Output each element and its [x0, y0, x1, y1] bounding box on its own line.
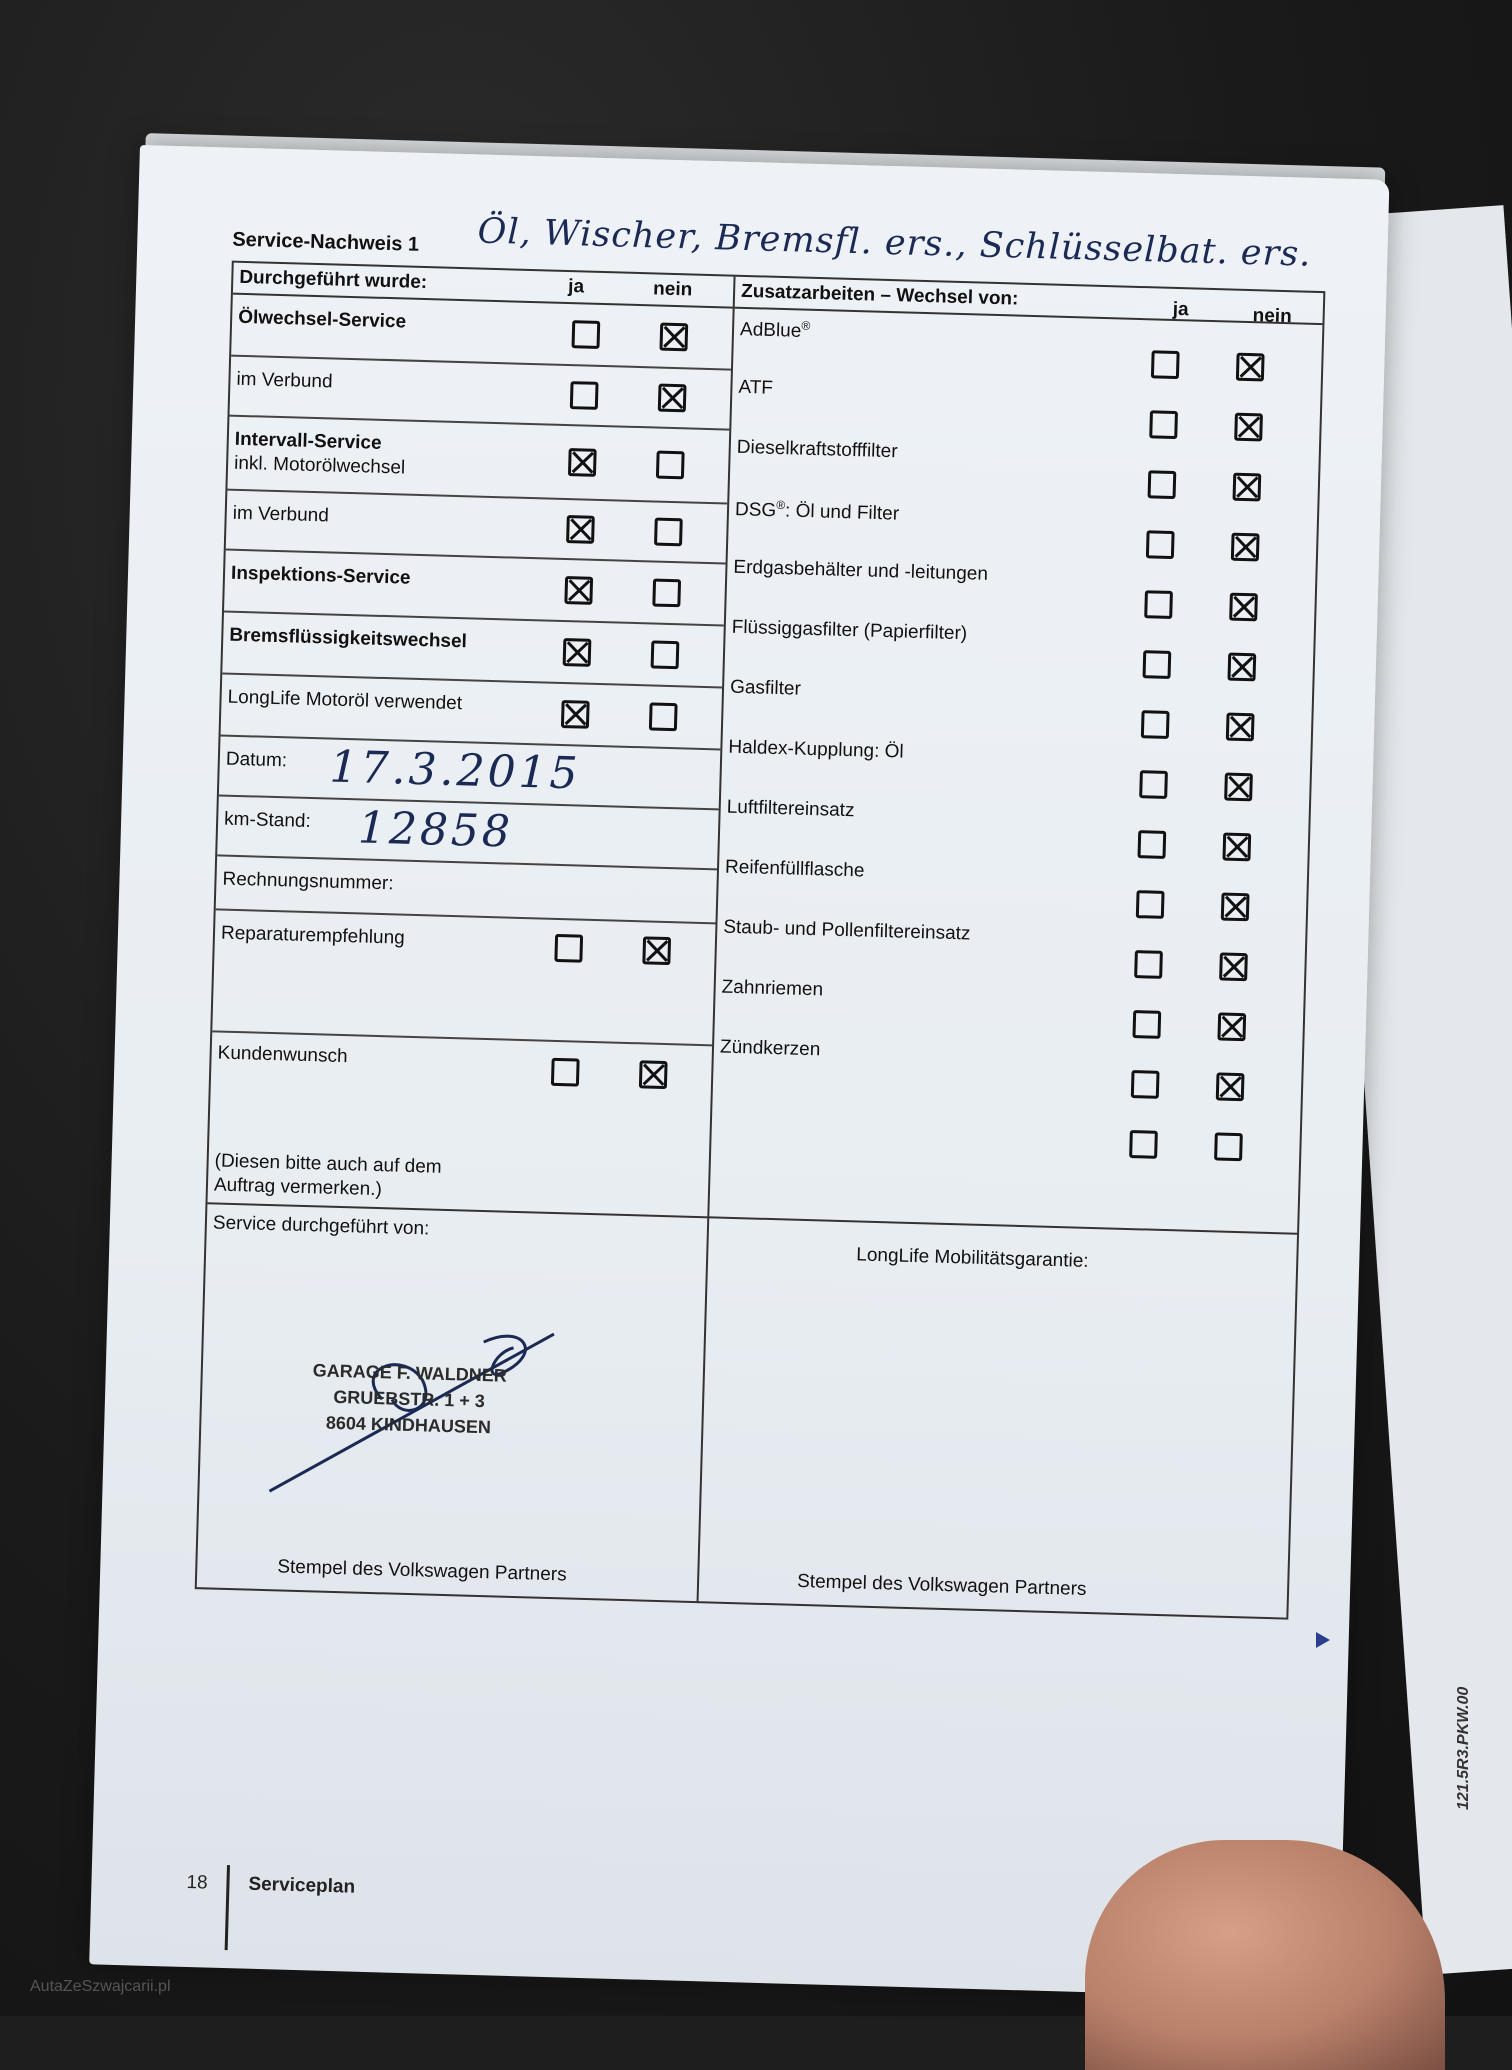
- mobility-label: LongLife Mobilitätsgarantie:: [855, 1244, 1089, 1272]
- zusatz-label-text: Zahnriemen: [721, 976, 824, 1001]
- left-column: [208, 263, 736, 1217]
- nein-checkbox[interactable]: [1229, 593, 1258, 622]
- right-header-label: Zusatzarbeiten – Wechsel von:: [740, 280, 1019, 310]
- nein-checkbox[interactable]: [1221, 892, 1250, 921]
- zusatz-label-text: Zündkerzen: [719, 1036, 821, 1061]
- kundenwunsch-label: Kundenwunsch: [217, 1042, 348, 1068]
- left-header-ja: ja: [567, 276, 585, 298]
- nein-checkbox[interactable]: [654, 518, 683, 547]
- zusatz-label-text: Luftfiltereinsatz: [726, 796, 855, 822]
- nein-checkbox[interactable]: [1217, 1012, 1246, 1041]
- nein-checkbox[interactable]: [1224, 773, 1253, 802]
- zusatz-label-text: Flüssiggasfilter (Papierfilter): [731, 616, 968, 645]
- service-page: [89, 145, 1389, 1999]
- service-form: [195, 261, 1326, 1620]
- zusatz-label-text: Reifenfüllflasche: [724, 856, 865, 882]
- service-row-label: Bremsflüssigkeitswechsel: [229, 624, 468, 653]
- reparatur-nein-checkbox[interactable]: [642, 936, 671, 965]
- reparatur-row: [212, 910, 715, 1046]
- ja-checkbox[interactable]: [1144, 590, 1173, 619]
- ja-checkbox[interactable]: [1129, 1130, 1158, 1159]
- ja-checkbox[interactable]: [1151, 350, 1180, 379]
- stamp-caption-left: Stempel des Volkswagen Partners: [277, 1556, 567, 1586]
- right-header-nein: nein: [1252, 305, 1293, 328]
- zusatz-row-label: [740, 317, 811, 343]
- datum-value[interactable]: 17.3.2015: [328, 741, 582, 800]
- kundenwunsch-ja-checkbox[interactable]: [551, 1058, 580, 1087]
- nein-checkbox[interactable]: [1234, 413, 1263, 442]
- nein-checkbox[interactable]: [659, 323, 688, 352]
- service-row-label: Inspektions-Service: [230, 562, 411, 589]
- zusatz-row-label: [728, 737, 904, 764]
- ja-checkbox[interactable]: [1134, 950, 1163, 979]
- section-name: Serviceplan: [248, 1873, 356, 1898]
- nein-checkbox[interactable]: [1231, 533, 1260, 562]
- service-row: [227, 417, 729, 505]
- reparatur-label: Reparaturempfehlung: [220, 922, 406, 949]
- nein-checkbox[interactable]: [656, 451, 685, 480]
- page-title: Service-Nachweis 1: [232, 228, 420, 256]
- zusatz-row-label: [735, 497, 900, 526]
- service-row-label: Ölwechsel-Service: [237, 306, 407, 333]
- zusatz-row-label: [726, 797, 854, 823]
- nein-checkbox[interactable]: [1236, 353, 1265, 382]
- zusatz-row-label: [725, 857, 865, 883]
- service-by-label: Service durchgeführt von:: [212, 1212, 430, 1240]
- mobility-box: [697, 1216, 1298, 1619]
- nein-checkbox[interactable]: [652, 578, 681, 607]
- service-row-sublabel: inkl. Motorölwechsel: [233, 452, 406, 479]
- ja-checkbox[interactable]: [1137, 830, 1166, 859]
- ja-checkbox[interactable]: [568, 448, 597, 477]
- ja-checkbox[interactable]: [1131, 1070, 1160, 1099]
- left-rows: [221, 295, 733, 751]
- rechnung-label: Rechnungsnummer:: [222, 868, 394, 895]
- nein-checkbox[interactable]: [651, 640, 680, 669]
- zusatz-row-label: [720, 1037, 821, 1062]
- footer-divider: [225, 1865, 230, 1950]
- nein-checkbox[interactable]: [1219, 952, 1248, 981]
- stamp-caption-right: Stempel des Volkswagen Partners: [796, 1570, 1087, 1600]
- service-row-label: Intervall-Service: [234, 428, 382, 454]
- nein-checkbox[interactable]: [649, 702, 678, 731]
- nein-checkbox[interactable]: [1226, 713, 1255, 742]
- ja-checkbox[interactable]: [570, 381, 599, 410]
- registered-mark: ®: [801, 318, 811, 333]
- nein-checkbox[interactable]: [1216, 1072, 1245, 1101]
- zusatz-label-text: ATF: [738, 376, 774, 399]
- ja-checkbox[interactable]: [1149, 410, 1178, 439]
- nein-checkbox[interactable]: [1232, 473, 1261, 502]
- reparatur-ja-checkbox[interactable]: [554, 934, 583, 963]
- page-number: 18: [186, 1871, 208, 1894]
- side-code: 121.5R3.PKW.00: [1455, 1686, 1472, 1810]
- right-rows: [709, 309, 1322, 1165]
- ja-checkbox[interactable]: [1139, 770, 1168, 799]
- ja-checkbox[interactable]: [571, 320, 600, 349]
- zusatz-row-label: [733, 557, 988, 586]
- zusatz-row-label: [731, 617, 967, 646]
- zusatz-label-text: Haldex-Kupplung: Öl: [728, 736, 904, 763]
- service-row-label: im Verbund: [232, 502, 330, 527]
- right-column: [707, 277, 1323, 1233]
- nein-checkbox[interactable]: [1214, 1132, 1243, 1161]
- left-header-label: Durchgeführt wurde:: [239, 266, 428, 294]
- service-row-label: im Verbund: [236, 368, 333, 393]
- ja-checkbox[interactable]: [1146, 530, 1175, 559]
- kundenwunsch-note-1: (Diesen bitte auch auf dem: [214, 1150, 442, 1178]
- dealer-stamp: [311, 1357, 507, 1440]
- ja-checkbox[interactable]: [566, 515, 595, 544]
- service-by-box: [197, 1202, 710, 1603]
- km-value[interactable]: 12858: [357, 802, 514, 858]
- service-row-label: LongLife Motoröl verwendet: [227, 686, 463, 715]
- zusatz-row-label: [730, 677, 801, 701]
- ja-checkbox[interactable]: [563, 638, 592, 667]
- ja-checkbox[interactable]: [1136, 890, 1165, 919]
- zusatz-row-label: [738, 377, 773, 400]
- kundenwunsch-nein-checkbox[interactable]: [639, 1060, 668, 1089]
- kundenwunsch-row: [208, 1032, 712, 1214]
- zusatz-label-text: AdBlue: [739, 319, 802, 342]
- ja-checkbox[interactable]: [1141, 710, 1170, 739]
- zusatz-row-label: [723, 917, 971, 946]
- next-page-arrow-icon: [1316, 1632, 1330, 1648]
- watermark: AutaZeSzwajcarii.pl: [30, 1978, 171, 1995]
- nein-checkbox[interactable]: [1222, 833, 1251, 862]
- zusatz-row-label: [721, 977, 823, 1002]
- ja-checkbox[interactable]: [564, 576, 593, 605]
- ja-checkbox[interactable]: [561, 700, 590, 729]
- stamp-line-3: 8604 KINDHAUSEN: [325, 1412, 492, 1438]
- zusatz-label-text: DSG: [734, 499, 777, 522]
- zusatz-row-label: [736, 437, 897, 463]
- zusatz-label-suffix: : Öl und Filter: [784, 500, 900, 525]
- zusatz-label-text: Staub- und Pollenfiltereinsatz: [723, 916, 971, 945]
- handwritten-note: Öl, Wischer, Bremsfl. ers., Schlüsselbat. ers.: [477, 211, 1312, 275]
- zusatz-label-text: Gasfilter: [729, 676, 802, 700]
- ja-checkbox[interactable]: [1132, 1010, 1161, 1039]
- ja-checkbox[interactable]: [1143, 650, 1172, 679]
- datum-label: Datum:: [225, 748, 288, 772]
- registered-mark: ®: [776, 497, 786, 513]
- nein-checkbox[interactable]: [658, 384, 687, 413]
- nein-checkbox[interactable]: [1227, 653, 1256, 682]
- page-content: [195, 213, 1323, 1620]
- left-header-nein: nein: [652, 278, 693, 301]
- zusatz-label-text: Dieselkraftstofffilter: [736, 436, 898, 463]
- stamp-line-2: GRUEBSTR. 1 + 3: [333, 1386, 486, 1412]
- stamp-line-1: GARAGE F. WALDNER: [312, 1360, 508, 1386]
- km-label: km-Stand:: [223, 808, 312, 833]
- kundenwunsch-note-2: Auftrag vermerken.): [213, 1174, 383, 1201]
- right-header-ja: ja: [1172, 298, 1189, 321]
- zusatz-label-text: Erdgasbehälter und -leitungen: [733, 556, 989, 585]
- ja-checkbox[interactable]: [1148, 470, 1177, 499]
